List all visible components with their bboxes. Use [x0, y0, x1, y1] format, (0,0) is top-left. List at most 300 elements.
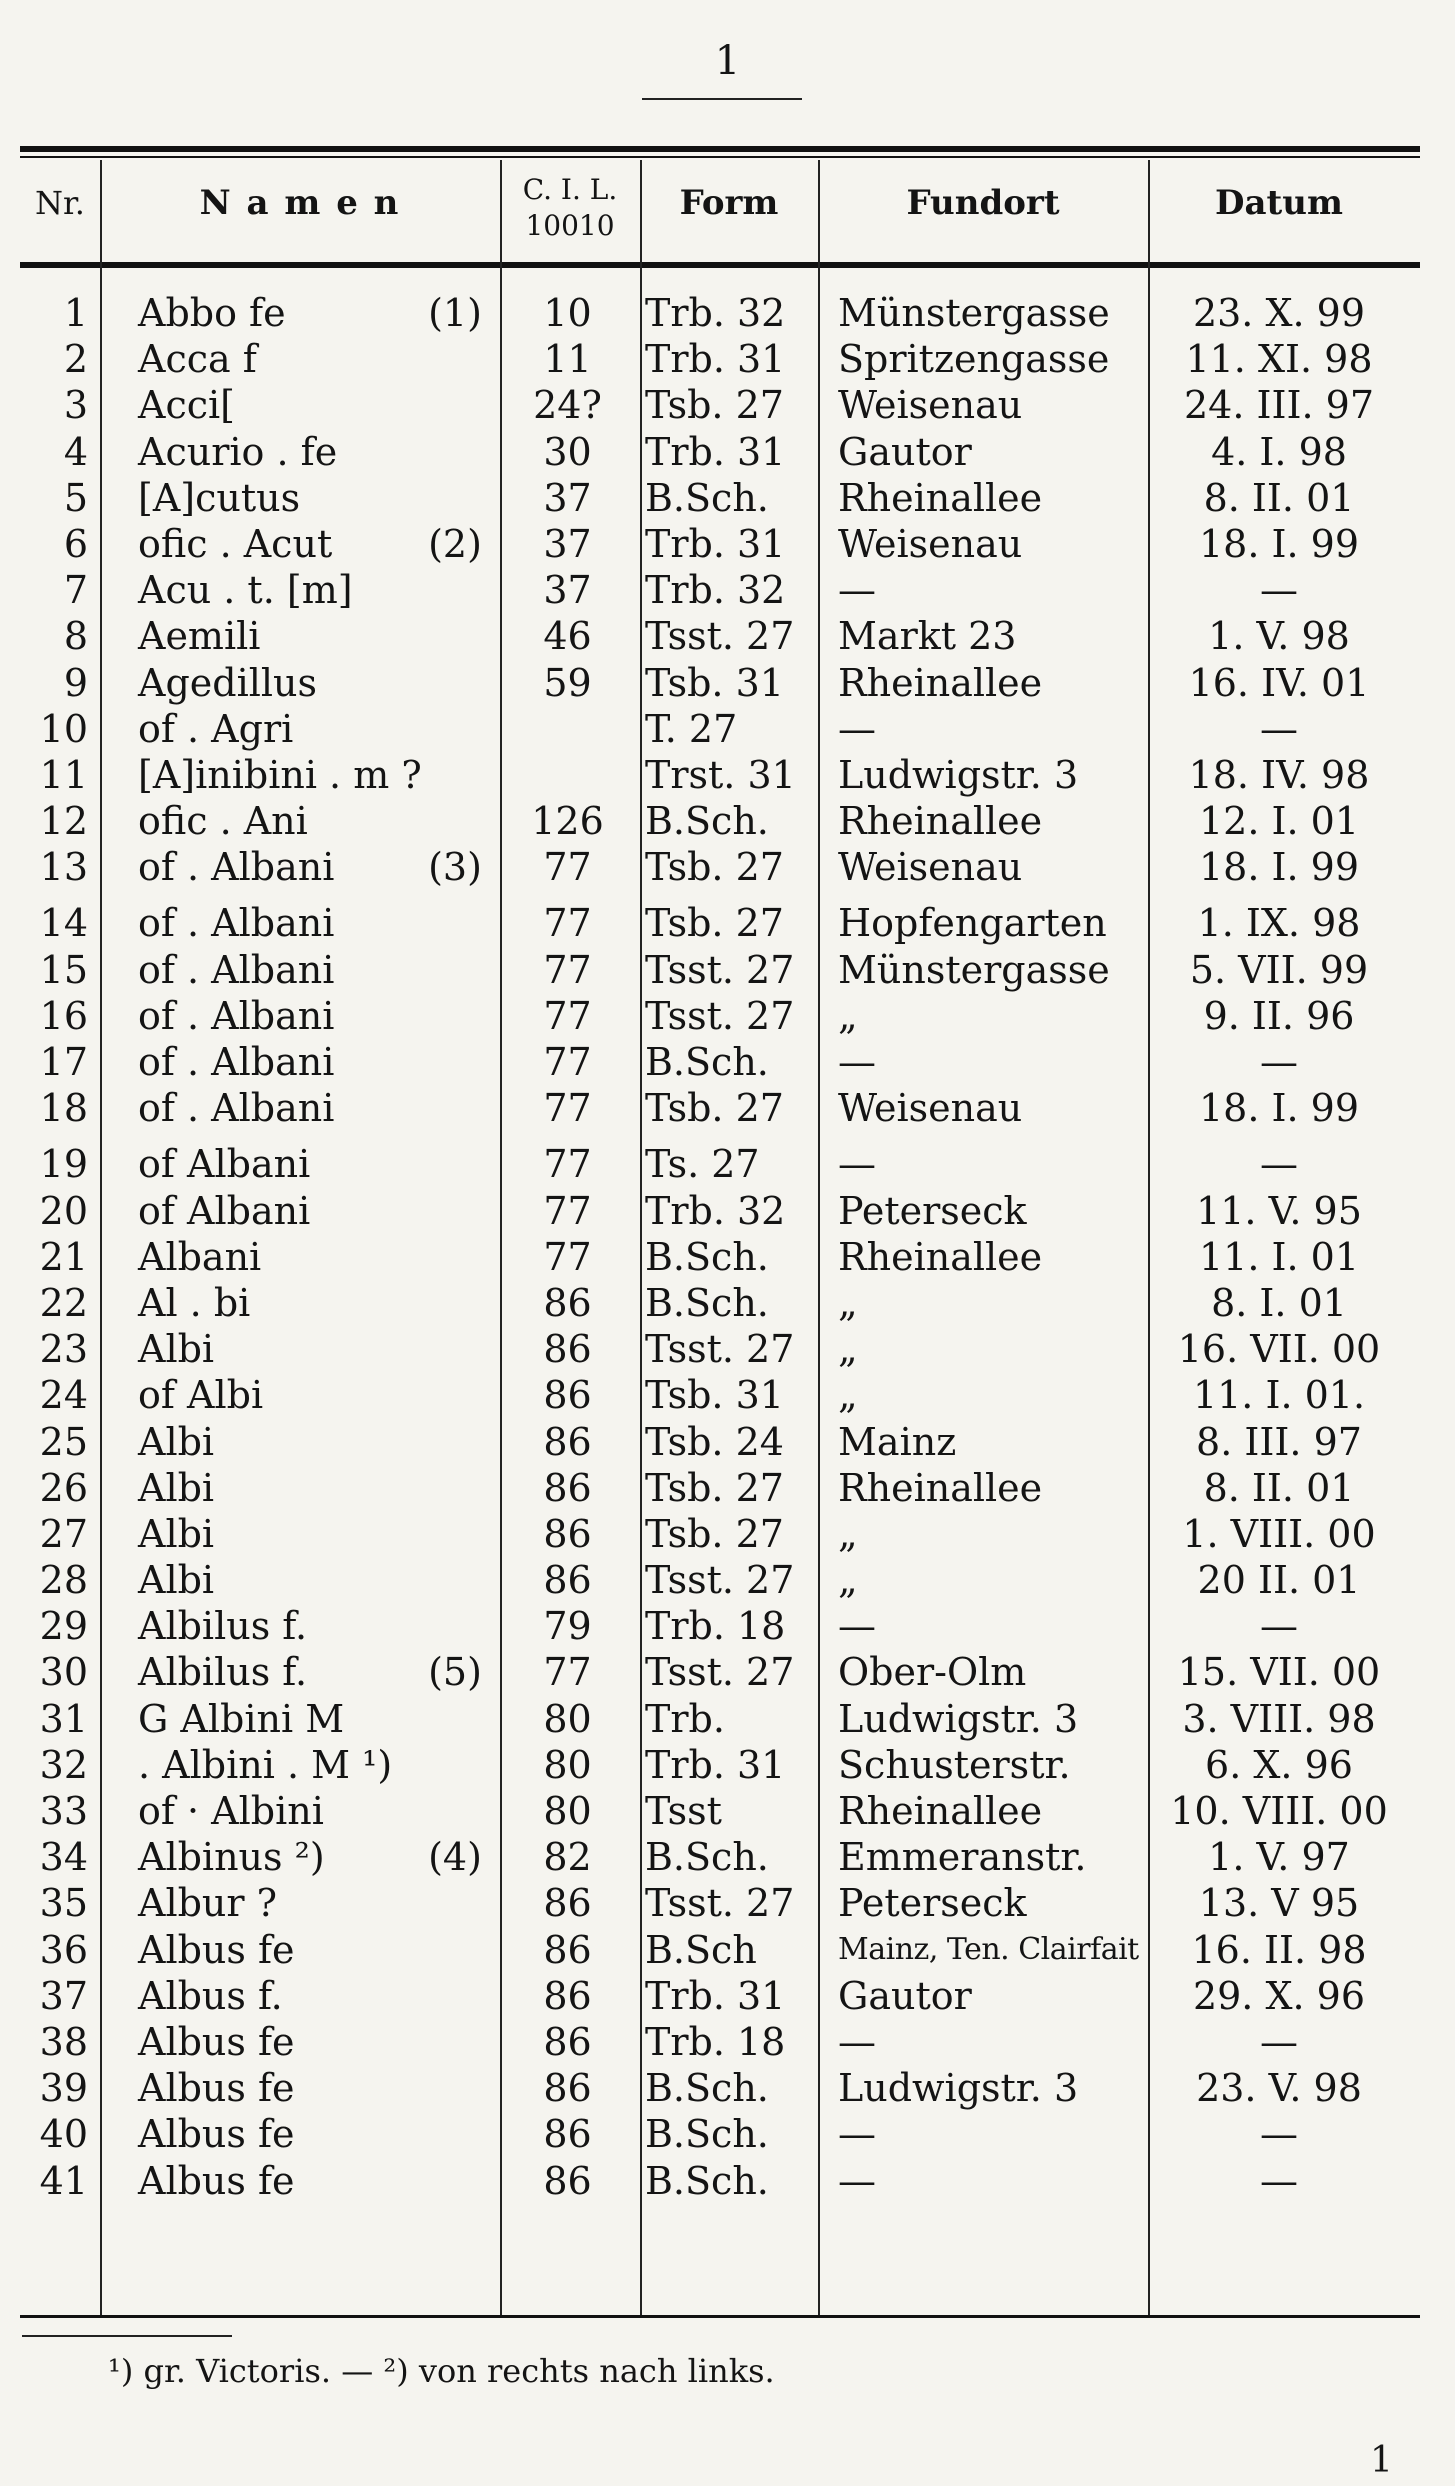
cell-datum: 8. I. 01 [1211, 1280, 1347, 1325]
cell-nr: 40 [39, 2112, 88, 2157]
cell-nr: 29 [39, 1604, 88, 1649]
cell-fundort: Gautor [838, 429, 972, 474]
cell-nr: 20 [39, 1188, 88, 1233]
table-row [0, 993, 1455, 1039]
table-row [0, 1557, 1455, 1603]
cell-nr: 36 [39, 1927, 88, 1972]
table-row [0, 1973, 1455, 2019]
cell-fundort: Ludwigstr. 3 [838, 1696, 1079, 1741]
cell-cil: 77 [543, 1188, 592, 1233]
cell-fundort: — [838, 2019, 876, 2064]
cell-datum: 11. I. 01. [1192, 1373, 1366, 1418]
cell-name: Albus fe [138, 2066, 295, 2111]
cell-nr: 21 [39, 1234, 88, 1279]
cell-cil: 37 [543, 475, 592, 520]
table-row [0, 947, 1455, 993]
cell-datum: 1. IX. 98 [1197, 901, 1361, 946]
cell-form: B.Sch. [645, 799, 769, 844]
cell-nr: 18 [39, 1086, 88, 1131]
cell-fundort: Münstergasse [838, 947, 1110, 992]
cell-nr: 2 [63, 337, 88, 382]
footnote-rule [22, 2335, 232, 2337]
table-bottom-rule [20, 2315, 1420, 2318]
cell-cil: 86 [543, 1280, 592, 1325]
cell-fundort: — [838, 2158, 876, 2203]
cell-cil: 46 [543, 614, 592, 659]
cell-fundort: — [838, 706, 876, 751]
cell-fundort: „ [838, 1373, 858, 1418]
cell-name: Albus fe [138, 2112, 295, 2157]
cell-name: Albi [138, 1465, 215, 1510]
cell-form: Trb. 31 [645, 1742, 786, 1787]
cell-datum: 13. V 95 [1198, 1881, 1360, 1926]
cell-cil: 86 [543, 1927, 592, 1972]
cell-datum: — [1260, 1040, 1298, 1084]
cell-nr: 32 [39, 1742, 88, 1787]
cell-cil: 86 [543, 2019, 592, 2064]
cell-cil: 77 [543, 1142, 592, 1187]
cell-name: of . Agri [138, 706, 294, 751]
cell-note: (1) [428, 291, 482, 335]
cell-nr: 30 [39, 1650, 88, 1695]
cell-fundort: Rheinallee [838, 1465, 1043, 1510]
cell-nr: 12 [39, 799, 88, 844]
cell-cil: 24? [533, 383, 602, 428]
cell-note: (2) [428, 521, 482, 566]
cell-name: Acurio . fe [138, 429, 338, 474]
cell-datum: 3. VIII. 98 [1182, 1696, 1376, 1741]
cell-fundort: Rheinallee [838, 660, 1043, 705]
table-row [0, 1880, 1455, 1926]
cell-name: of . Albani [138, 901, 335, 946]
cell-form: B.Sch. [645, 1280, 769, 1325]
table-row [0, 1742, 1455, 1788]
cell-name: Albi [138, 1558, 215, 1603]
table-row [0, 1465, 1455, 1511]
table-row [0, 1188, 1455, 1234]
cell-datum: — [1260, 1604, 1298, 1649]
cell-fundort: Mainz [838, 1419, 957, 1464]
cell-name: Albur ? [138, 1881, 278, 1926]
cell-name: Al . bi [138, 1280, 251, 1325]
cell-fundort: Spritzengasse [838, 337, 1110, 382]
cell-name: Albus fe [138, 2158, 295, 2203]
cell-datum: — [1260, 2019, 1298, 2064]
cell-nr: 9 [63, 660, 88, 705]
table-row [0, 2019, 1455, 2065]
cell-form: Tsb. 31 [645, 1373, 784, 1418]
table-row [0, 613, 1455, 659]
cell-form: Trb. 31 [645, 337, 786, 382]
cell-fundort: „ [838, 1558, 858, 1603]
cell-fundort: — [838, 568, 876, 613]
cell-datum: 8. II. 01 [1203, 1465, 1355, 1510]
table-row [0, 1372, 1455, 1418]
cell-name: Acci[ [138, 383, 235, 428]
cell-name: of . Albani [138, 993, 335, 1038]
cell-name: Albi [138, 1327, 215, 1372]
cell-datum: 16. VII. 00 [1177, 1327, 1381, 1372]
cell-form: Trst. 31 [645, 752, 796, 797]
cell-nr: 25 [39, 1419, 88, 1464]
cell-datum: 11. I. 01 [1198, 1234, 1360, 1279]
cell-cil: 30 [543, 429, 592, 474]
footnote: ¹) gr. Victoris. — ²) von rechts nach links. [108, 2352, 775, 2390]
cell-name: of Albani [138, 1142, 311, 1187]
cell-name: of Albi [138, 1373, 264, 1418]
cell-nr: 31 [39, 1696, 88, 1741]
cell-cil: 11 [543, 337, 592, 382]
table-row [0, 844, 1455, 890]
cell-cil: 86 [543, 2158, 592, 2203]
header-cil-top: C. I. L. [522, 173, 618, 206]
table-row [0, 2065, 1455, 2111]
cell-name: Albilus f. [138, 1650, 308, 1695]
cell-form: Tsst. 27 [645, 614, 795, 659]
cell-name: [A]cutus [138, 475, 301, 520]
cell-datum: — [1260, 1142, 1298, 1187]
table-row [0, 1927, 1455, 1973]
cell-fundort: Emmeranstr. [838, 1835, 1087, 1880]
cell-form: Trb. 32 [645, 291, 786, 335]
cell-fundort: — [838, 1040, 876, 1084]
cell-name: Albus fe [138, 1927, 295, 1972]
cell-datum: 20 II. 01 [1197, 1558, 1361, 1603]
cell-datum: 12. I. 01 [1198, 799, 1360, 844]
cell-datum: 18. IV. 98 [1188, 752, 1370, 797]
cell-cil: 126 [531, 799, 604, 844]
cell-name: Aemili [138, 614, 261, 659]
page-number-rule [642, 98, 802, 100]
cell-nr: 41 [39, 2158, 88, 2203]
cell-nr: 22 [39, 1280, 88, 1325]
cell-form: Tsb. 27 [645, 383, 784, 428]
cell-fundort: Weisenau [838, 1086, 1023, 1131]
cell-datum: 11. XI. 98 [1185, 337, 1373, 382]
cell-fundort: Peterseck [838, 1188, 1027, 1233]
cell-name: Acu . t. [m] [138, 568, 353, 613]
cell-cil: 80 [543, 1742, 592, 1787]
cell-datum: 9. II. 96 [1203, 993, 1355, 1038]
cell-datum: 10. VIII. 00 [1170, 1789, 1388, 1833]
cell-cil: 77 [543, 1234, 592, 1279]
cell-nr: 27 [39, 1511, 88, 1556]
cell-nr: 24 [39, 1373, 88, 1418]
cell-nr: 16 [39, 993, 88, 1038]
cell-form: Trb. 31 [645, 521, 786, 566]
table-row [0, 1419, 1455, 1465]
cell-nr: 7 [63, 568, 88, 613]
table-row [0, 752, 1455, 798]
cell-name: of · Albini [138, 1789, 324, 1833]
cell-form: Ts. 27 [645, 1142, 760, 1187]
cell-note: (4) [428, 1835, 482, 1880]
cell-nr: 35 [39, 1881, 88, 1926]
cell-cil: 77 [543, 845, 592, 890]
cell-cil: 77 [543, 947, 592, 992]
cell-nr: 37 [39, 1973, 88, 2018]
cell-fundort: Münstergasse [838, 291, 1110, 335]
cell-nr: 4 [63, 429, 88, 474]
cell-datum: 8. III. 97 [1196, 1419, 1362, 1464]
cell-datum: — [1260, 706, 1298, 751]
cell-name: Albinus ²) [138, 1835, 325, 1880]
cell-cil: 86 [543, 1973, 592, 2018]
table-row [0, 1511, 1455, 1557]
cell-name: of . Albani [138, 1086, 335, 1131]
cell-fundort: „ [838, 993, 858, 1038]
cell-nr: 3 [63, 383, 88, 428]
cell-form: Tsb. 24 [645, 1419, 784, 1464]
cell-datum: — [1260, 568, 1298, 613]
cell-form: Tsst. 27 [645, 947, 795, 992]
cell-form: Trb. 18 [645, 1604, 786, 1649]
cell-name: Albus fe [138, 2019, 295, 2064]
cell-cil: 86 [543, 1419, 592, 1464]
cell-fundort: „ [838, 1327, 858, 1372]
cell-name: . Albini . M ¹) [138, 1742, 393, 1787]
cell-fundort: Weisenau [838, 845, 1023, 890]
cell-cil: 59 [543, 660, 592, 705]
cell-fundort: — [838, 2112, 876, 2157]
cell-cil: 86 [543, 1465, 592, 1510]
cell-form: B.Sch [645, 1927, 757, 1972]
cell-datum: 29. X. 96 [1192, 1973, 1366, 2018]
cell-fundort: Rheinallee [838, 799, 1043, 844]
cell-nr: 15 [39, 947, 88, 992]
cell-cil: 80 [543, 1696, 592, 1741]
cell-cil: 86 [543, 2112, 592, 2157]
table-row [0, 521, 1455, 567]
cell-nr: 5 [63, 475, 88, 520]
cell-nr: 39 [39, 2066, 88, 2111]
signature-mark: 1 [1370, 2440, 1393, 2481]
cell-form: Tsst. 27 [645, 1327, 795, 1372]
cell-nr: 14 [39, 901, 88, 946]
cell-cil: 79 [543, 1604, 592, 1649]
cell-cil: 77 [543, 1650, 592, 1695]
header-cil-bottom: 10010 [525, 209, 615, 242]
cell-form: B.Sch. [645, 2158, 769, 2203]
cell-cil: 86 [543, 1558, 592, 1603]
cell-datum: 15. VII. 00 [1177, 1650, 1381, 1695]
cell-form: Trb. [645, 1696, 725, 1741]
cell-fundort: Rheinallee [838, 1789, 1043, 1833]
cell-datum: 18. I. 99 [1198, 521, 1360, 566]
cell-fundort: Peterseck [838, 1881, 1027, 1926]
cell-fundort: Hopfengarten [838, 901, 1107, 946]
cell-cil: 86 [543, 1373, 592, 1418]
cell-nr: 13 [39, 845, 88, 890]
cell-fundort: Ober-Olm [838, 1650, 1027, 1695]
cell-cil: 86 [543, 2066, 592, 2111]
table-row [0, 660, 1455, 706]
cell-form: Tsb. 27 [645, 901, 784, 946]
cell-cil: 77 [543, 993, 592, 1038]
cell-form: B.Sch. [645, 1835, 769, 1880]
header-datum: Datum [1215, 183, 1343, 223]
table-row [0, 1039, 1455, 1085]
cell-fundort: — [838, 1142, 876, 1187]
table-top-rule [20, 146, 1420, 152]
header-cil [500, 172, 640, 244]
cell-name: of . Albani [138, 1040, 335, 1084]
cell-nr: 23 [39, 1327, 88, 1372]
table-row [0, 475, 1455, 521]
cell-cil: 82 [543, 1835, 592, 1880]
cell-datum: 16. II. 98 [1191, 1927, 1367, 1972]
cell-form: Tsb. 27 [645, 845, 784, 890]
cell-datum: 23. V. 98 [1196, 2066, 1362, 2111]
table-row [0, 798, 1455, 844]
cell-form: B.Sch. [645, 2112, 769, 2157]
cell-nr: 8 [63, 614, 88, 659]
cell-nr: 34 [39, 1835, 88, 1880]
cell-datum: 16. IV. 01 [1188, 660, 1370, 705]
cell-form: Tsb. 27 [645, 1086, 784, 1131]
cell-datum: 18. I. 99 [1198, 845, 1360, 890]
table-row [0, 1603, 1455, 1649]
table-row [0, 1649, 1455, 1695]
cell-fundort: Ludwigstr. 3 [838, 752, 1079, 797]
cell-datum: 18. I. 99 [1198, 1086, 1360, 1131]
cell-name: Albus f. [138, 1973, 283, 2018]
table-row [0, 706, 1455, 752]
cell-form: Trb. 32 [645, 568, 786, 613]
table-row [0, 2111, 1455, 2157]
cell-cil: 37 [543, 568, 592, 613]
cell-datum: 11. V. 95 [1196, 1188, 1362, 1233]
cell-name: ofic . Acut [138, 521, 333, 566]
cell-form: Tsb. 27 [645, 1465, 784, 1510]
cell-datum: 6. X. 96 [1205, 1742, 1353, 1787]
cell-name: of Albani [138, 1188, 311, 1233]
cell-form: Trb. 18 [645, 2019, 786, 2064]
table-row [0, 1326, 1455, 1372]
cell-nr: 19 [39, 1142, 88, 1187]
cell-form: B.Sch. [645, 1040, 769, 1084]
table-row [0, 1141, 1455, 1187]
cell-nr: 17 [39, 1040, 88, 1084]
table-body [0, 290, 1455, 2204]
cell-datum: 4. I. 98 [1211, 429, 1347, 474]
table-row [0, 1280, 1455, 1326]
table-row [0, 429, 1455, 475]
cell-fundort: Rheinallee [838, 1234, 1043, 1279]
cell-form: Tsst. 27 [645, 1650, 795, 1695]
cell-name: Albani [138, 1234, 262, 1279]
cell-nr: 11 [39, 752, 88, 797]
cell-form: Tsb. 31 [645, 660, 784, 705]
table-row [0, 1234, 1455, 1280]
cell-name: of . Albani [138, 947, 335, 992]
cell-name: Abbo fe [138, 291, 286, 335]
cell-note: (5) [428, 1650, 482, 1695]
cell-name: G Albini M [138, 1696, 345, 1741]
cell-cil: 77 [543, 1040, 592, 1084]
cell-name: Acca f [138, 337, 257, 382]
header-bottom-rule [20, 262, 1420, 268]
cell-cil: 86 [543, 1327, 592, 1372]
table-row [0, 290, 1455, 336]
cell-cil: 80 [543, 1789, 592, 1833]
cell-cil: 10 [543, 291, 592, 335]
cell-nr: 33 [39, 1789, 88, 1833]
cell-form: Tsst [645, 1789, 722, 1833]
cell-fundort: Mainz, Ten. Clairfait [838, 1931, 1139, 1967]
cell-name: of . Albani [138, 845, 335, 890]
header-form: Form [679, 183, 779, 223]
cell-cil: 86 [543, 1511, 592, 1556]
table-row [0, 1085, 1455, 1131]
cell-cil: 86 [543, 1881, 592, 1926]
cell-fundort: Schusterstr. [838, 1742, 1071, 1787]
header-nr: Nr. [35, 184, 85, 222]
cell-datum: 8. II. 01 [1203, 475, 1355, 520]
cell-form: Tsb. 27 [645, 1511, 784, 1556]
cell-form: Tsst. 27 [645, 1558, 795, 1603]
cell-cil: 77 [543, 901, 592, 946]
cell-nr: 1 [63, 291, 88, 335]
cell-form: Tsst. 27 [645, 1881, 795, 1926]
table-row [0, 336, 1455, 382]
cell-datum: 1. V. 97 [1208, 1835, 1350, 1880]
cell-fundort: Weisenau [838, 521, 1023, 566]
cell-fundort: — [838, 1604, 876, 1649]
cell-datum: — [1260, 2158, 1298, 2203]
table-row [0, 567, 1455, 613]
cell-fundort: Ludwigstr. 3 [838, 2066, 1079, 2111]
cell-fundort: Markt 23 [838, 614, 1017, 659]
header-namen: N a m e n [199, 183, 401, 223]
table-row [0, 1696, 1455, 1742]
cell-nr: 38 [39, 2019, 88, 2064]
cell-name: Albi [138, 1419, 215, 1464]
table-row [0, 1834, 1455, 1880]
table-row [0, 900, 1455, 946]
header-fundort: Fundort [906, 183, 1060, 223]
cell-name: Albi [138, 1511, 215, 1556]
table-top-rule-thin [20, 156, 1420, 158]
cell-cil: 37 [543, 521, 592, 566]
cell-fundort: „ [838, 1511, 858, 1556]
cell-form: T. 27 [645, 706, 738, 751]
cell-fundort: Weisenau [838, 383, 1023, 428]
cell-fundort: „ [838, 1280, 858, 1325]
cell-fundort: Rheinallee [838, 475, 1043, 520]
cell-form: B.Sch. [645, 1234, 769, 1279]
table-row [0, 382, 1455, 428]
cell-form: Tsst. 27 [645, 993, 795, 1038]
cell-datum: 24. III. 97 [1183, 383, 1375, 428]
cell-form: Trb. 31 [645, 1973, 786, 2018]
cell-datum: 23. X. 99 [1192, 291, 1366, 335]
cell-fundort: Gautor [838, 1973, 972, 2018]
cell-note: (3) [428, 845, 482, 890]
page-number: 1 [714, 38, 741, 84]
cell-name: Albilus f. [138, 1604, 308, 1649]
table-row [0, 1788, 1455, 1834]
cell-nr: 10 [39, 706, 88, 751]
cell-form: Trb. 32 [645, 1188, 786, 1233]
cell-form: B.Sch. [645, 475, 769, 520]
cell-datum: 5. VII. 99 [1189, 947, 1369, 992]
cell-name: Agedillus [138, 660, 318, 705]
cell-datum: 1. V. 98 [1208, 614, 1350, 659]
cell-datum: — [1260, 2112, 1298, 2157]
cell-nr: 28 [39, 1558, 88, 1603]
cell-name: [A]inibini . m ? [138, 752, 422, 797]
